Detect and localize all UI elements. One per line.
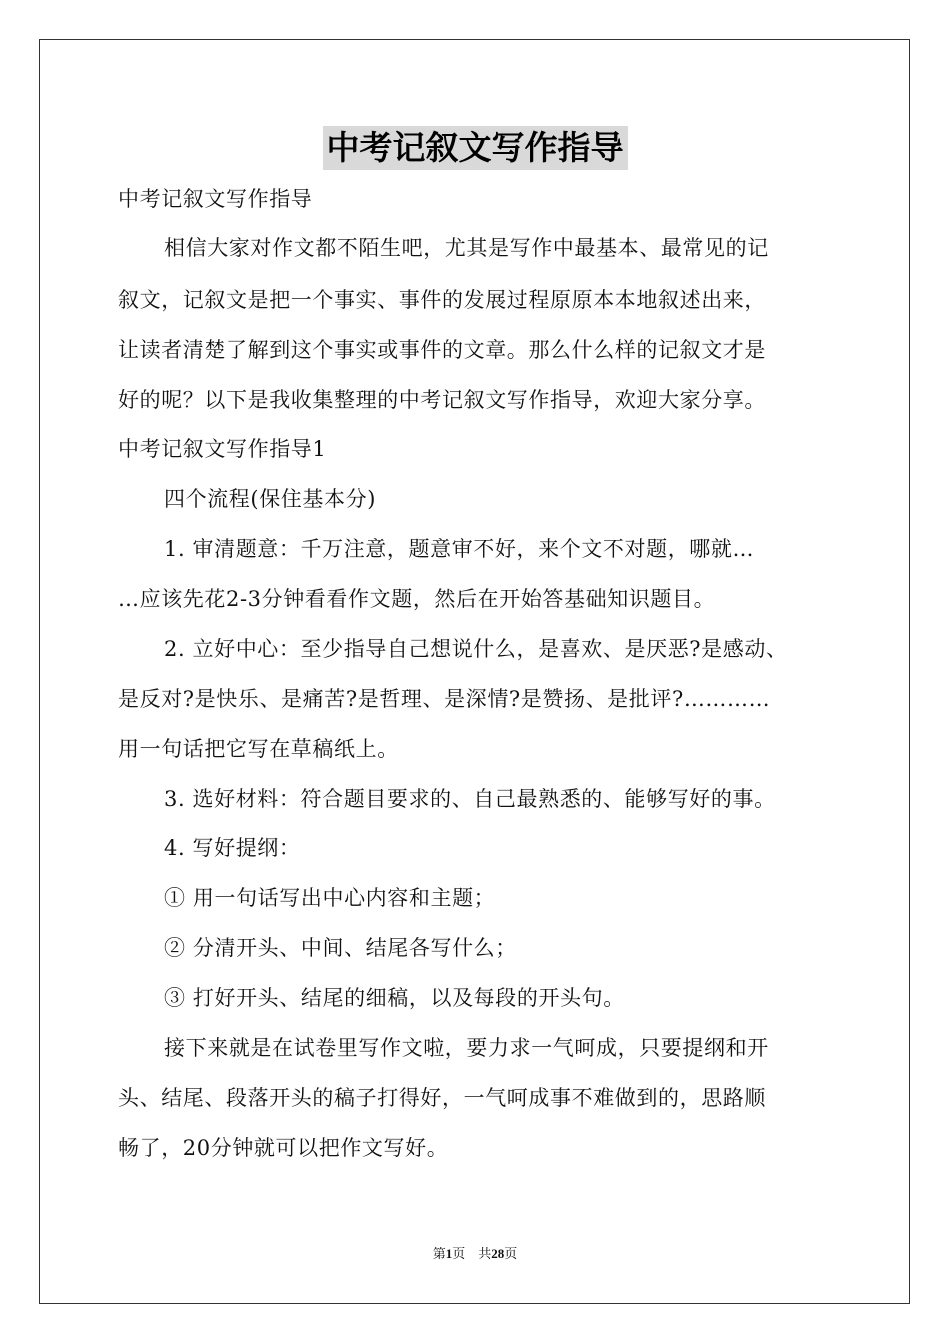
paragraph-line: 3. 选好材料：符合题目要求的、自己最熟悉的、能够写好的事。 xyxy=(164,787,776,811)
paragraph-line: 接下来就是在试卷里写作文啦，要力求一气呵成，只要提纲和开 xyxy=(164,1036,769,1060)
paragraph-line: 头、结尾、段落开头的稿子打得好，一气呵成事不难做到的，思路顺 xyxy=(118,1086,766,1110)
paragraph-line: 好的呢？以下是我收集整理的中考记叙文写作指导，欢迎大家分享。 xyxy=(118,388,766,412)
footer-total-pages: 28 xyxy=(491,1246,505,1261)
paragraph-line: …应该先花2-3分钟看看作文题，然后在开始答基础知识题目。 xyxy=(118,587,716,611)
paragraph-line: 畅了，20分钟就可以把作文写好。 xyxy=(118,1136,449,1160)
paragraph-line: 是反对?是快乐、是痛苦?是哲理、是深情?是赞扬、是批评?………… xyxy=(118,687,771,711)
paragraph-line: 叙文，记叙文是把一个事实、事件的发展过程原原本本地叙述出来， xyxy=(118,288,766,312)
paragraph-line: 让读者清楚了解到这个事实或事件的文章。那么什么样的记叙文才是 xyxy=(118,338,766,362)
document-title: 中考记叙文写作指导 xyxy=(323,126,628,170)
paragraph-line: 四个流程(保住基本分) xyxy=(164,487,376,511)
section-heading: 中考记叙文写作指导1 xyxy=(118,437,327,461)
page-footer xyxy=(0,1245,950,1263)
list-item: ② 分清开头、中间、结尾各写什么； xyxy=(164,936,517,960)
footer-middle: 页 共 xyxy=(452,1246,492,1261)
footer-suffix: 页 xyxy=(504,1246,518,1261)
footer-current-page: 1 xyxy=(445,1246,453,1261)
subtitle-line: 中考记叙文写作指导 xyxy=(118,187,313,211)
page-border xyxy=(39,39,910,1304)
list-item: ③ 打好开头、结尾的细稿，以及每段的开头句。 xyxy=(164,986,625,1010)
paragraph-line: 2. 立好中心：至少指导自己想说什么，是喜欢、是厌恶?是感动、 xyxy=(164,637,788,661)
paragraph-line: 1. 审清题意：千万注意，题意审不好，来个文不对题，哪就… xyxy=(164,537,755,561)
paragraph-line: 相信大家对作文都不陌生吧，尤其是写作中最基本、最常见的记 xyxy=(164,236,769,260)
paragraph-line: 用一句话把它写在草稿纸上。 xyxy=(118,737,399,761)
list-item: ① 用一句话写出中心内容和主题； xyxy=(164,886,496,910)
footer-prefix: 第 xyxy=(432,1246,446,1261)
title-container xyxy=(0,126,950,170)
paragraph-line: 4. 写好提纲： xyxy=(164,836,301,860)
